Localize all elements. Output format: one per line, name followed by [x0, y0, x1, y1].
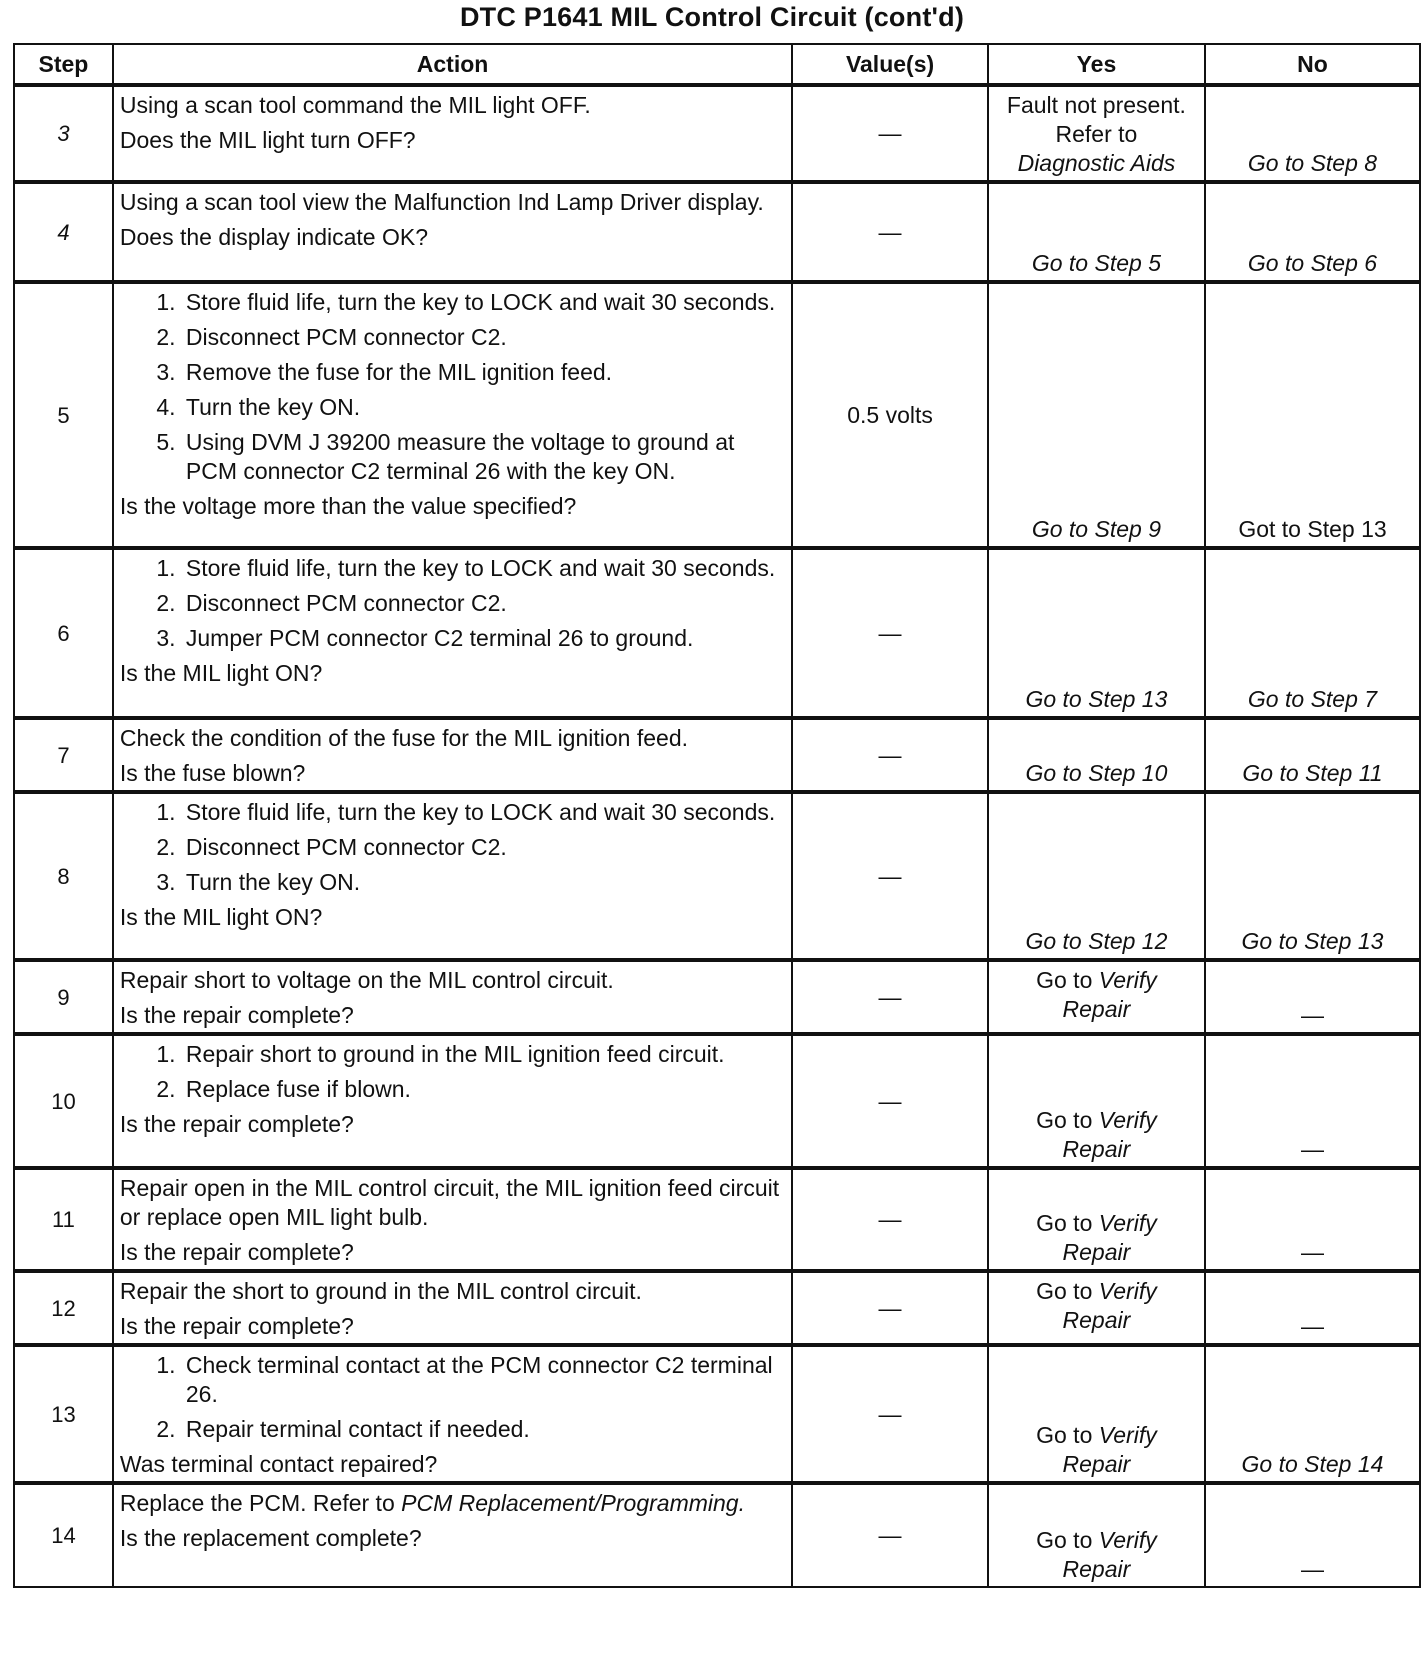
verify-text: Verify: [1098, 1107, 1157, 1133]
value-cell: —: [792, 1271, 988, 1345]
action-item: 3. Turn the key ON.: [182, 868, 785, 897]
action-question: Is the MIL light ON?: [119, 904, 323, 930]
action-line: Using a scan tool view the Malfunction Ind Lamp Driver display.: [119, 189, 764, 215]
step-number: 6: [14, 548, 113, 718]
header-row: [14, 44, 1420, 85]
step-number: 11: [14, 1168, 113, 1271]
action-cell: [113, 792, 792, 960]
diagnostic-table: [13, 43, 1421, 1588]
verify-text: Verify: [1098, 1527, 1157, 1553]
header-no: No: [1205, 44, 1420, 85]
yes-cell: Go to Step 13: [988, 548, 1205, 718]
action-cell: [113, 1483, 792, 1587]
value-cell: —: [792, 718, 988, 792]
no-cell: Go to Step 6: [1205, 182, 1420, 282]
step-number: 5: [14, 282, 113, 548]
no-cell: —: [1205, 1271, 1420, 1345]
action-line: Check the condition of the fuse for the MIL ignition feed.: [119, 725, 688, 751]
verify-text: Verify: [1098, 1210, 1157, 1236]
table-row: [14, 1345, 1420, 1483]
action-question: Is the fuse blown?: [119, 760, 306, 786]
action-item: 1. Store fluid life, turn the key to LOCK and wait 30 seconds.: [182, 798, 785, 827]
action-question: Is the repair complete?: [119, 1002, 354, 1028]
action-cell: [113, 548, 792, 718]
action-cell: [113, 960, 792, 1034]
step-number: 3: [14, 85, 113, 182]
table-row: [14, 1483, 1420, 1587]
header-yes: Yes: [988, 44, 1205, 85]
no-cell: Go to Step 14: [1205, 1345, 1420, 1483]
action-item: 3. Remove the fuse for the MIL ignition feed.: [182, 358, 785, 387]
action-line: Using a scan tool command the MIL light OFF.: [119, 92, 591, 118]
action-question: Is the MIL light ON?: [119, 660, 323, 686]
action-reference: PCM Replacement/Programming.: [401, 1490, 745, 1516]
action-item: 2. Replace fuse if blown.: [182, 1075, 785, 1104]
action-cell: [113, 182, 792, 282]
step-number: 14: [14, 1483, 113, 1587]
value-cell: —: [792, 1483, 988, 1587]
table-row: [14, 792, 1420, 960]
action-item: 1. Store fluid life, turn the key to LOCK and wait 30 seconds.: [182, 554, 785, 583]
table-row: [14, 718, 1420, 792]
no-cell: —: [1205, 1483, 1420, 1587]
action-item: 3. Jumper PCM connector C2 terminal 26 to ground.: [182, 624, 785, 653]
header-values: Value(s): [792, 44, 988, 85]
action-item: 1. Check terminal contact at the PCM connector C2 terminal 26.: [182, 1351, 785, 1409]
action-question: Is the repair complete?: [119, 1313, 354, 1339]
value-cell: —: [792, 1034, 988, 1168]
value-cell: 0.5 volts: [792, 282, 988, 548]
verify-text: Verify: [1098, 967, 1157, 993]
repair-text: Repair: [1062, 1451, 1131, 1477]
no-cell: Go to Step 11: [1205, 718, 1420, 792]
value-cell: —: [792, 960, 988, 1034]
table-row: [14, 548, 1420, 718]
header-action: Action: [113, 44, 792, 85]
yes-line: Refer to: [1055, 121, 1138, 147]
action-question: Is the repair complete?: [119, 1239, 354, 1265]
yes-cell: [988, 960, 1205, 1034]
repair-text: Repair: [1062, 996, 1131, 1022]
table-row: [14, 282, 1420, 548]
action-line: Repair open in the MIL control circuit, the MIL ignition feed circuit or replace open MIL light bulb.: [119, 1175, 780, 1230]
action-question: Was terminal contact repaired?: [119, 1451, 438, 1477]
action-item: 1. Repair short to ground in the MIL ignition feed circuit.: [182, 1040, 785, 1069]
value-cell: —: [792, 548, 988, 718]
action-question: Is the replacement complete?: [119, 1525, 422, 1551]
repair-text: Repair: [1062, 1136, 1131, 1162]
action-steps: [120, 798, 785, 897]
step-number: 13: [14, 1345, 113, 1483]
no-cell: —: [1205, 1034, 1420, 1168]
step-number: 4: [14, 182, 113, 282]
go-to-text: Go to: [1036, 967, 1093, 993]
action-cell: [113, 1034, 792, 1168]
action-steps: [120, 1040, 785, 1104]
action-cell: [113, 1345, 792, 1483]
table-row: [14, 1034, 1420, 1168]
verify-text: Verify: [1098, 1422, 1157, 1448]
yes-cell: Go to Step 5: [988, 182, 1205, 282]
yes-cell: Go to Step 9: [988, 282, 1205, 548]
step-number: 7: [14, 718, 113, 792]
action-question: Is the repair complete?: [119, 1111, 354, 1137]
value-cell: —: [792, 1168, 988, 1271]
action-question: Does the MIL light turn OFF?: [119, 127, 416, 153]
action-question: Is the voltage more than the value specified?: [119, 493, 577, 519]
action-steps: [120, 288, 785, 486]
yes-cell: [988, 85, 1205, 182]
action-item: 4. Turn the key ON.: [182, 393, 785, 422]
action-item: 2. Disconnect PCM connector C2.: [182, 323, 785, 352]
yes-line: Fault not present.: [1006, 92, 1186, 118]
action-item: 2. Disconnect PCM connector C2.: [182, 833, 785, 862]
yes-cell: Go to Step 10: [988, 718, 1205, 792]
no-cell: Got to Step 13: [1205, 282, 1420, 548]
value-cell: —: [792, 1345, 988, 1483]
action-steps: [120, 1351, 785, 1444]
action-lead: Replace the PCM. Refer to: [119, 1490, 395, 1516]
action-item: 2. Repair terminal contact if needed.: [182, 1415, 785, 1444]
step-number: 12: [14, 1271, 113, 1345]
value-cell: —: [792, 85, 988, 182]
yes-cell: Go to Step 12: [988, 792, 1205, 960]
yes-cell: [988, 1034, 1205, 1168]
yes-cell: [988, 1483, 1205, 1587]
action-line: [120, 1489, 785, 1518]
header-step: Step: [14, 44, 113, 85]
action-item: 5. Using DVM J 39200 measure the voltage to ground at PCM connector C2 terminal 26 with the key ON.: [182, 428, 785, 486]
repair-text: Repair: [1062, 1307, 1131, 1333]
action-item: 2. Disconnect PCM connector C2.: [182, 589, 785, 618]
table-row: [14, 182, 1420, 282]
go-to-text: Go to: [1036, 1210, 1093, 1236]
yes-cell: [988, 1345, 1205, 1483]
yes-reference: Diagnostic Aids: [1017, 150, 1176, 176]
action-steps: [120, 554, 785, 653]
table-row: [14, 85, 1420, 182]
no-cell: —: [1205, 1168, 1420, 1271]
action-cell: [113, 1168, 792, 1271]
action-question: Does the display indicate OK?: [119, 224, 429, 250]
step-number: 10: [14, 1034, 113, 1168]
step-number: 8: [14, 792, 113, 960]
no-cell: Go to Step 8: [1205, 85, 1420, 182]
value-cell: —: [792, 792, 988, 960]
go-to-text: Go to: [1036, 1278, 1093, 1304]
repair-text: Repair: [1062, 1239, 1131, 1265]
no-cell: Go to Step 7: [1205, 548, 1420, 718]
table-row: [14, 960, 1420, 1034]
go-to-text: Go to: [1036, 1527, 1093, 1553]
table-row: [14, 1168, 1420, 1271]
yes-cell: [988, 1271, 1205, 1345]
action-line: Repair the short to ground in the MIL control circuit.: [119, 1278, 642, 1304]
verify-text: Verify: [1098, 1278, 1157, 1304]
go-to-text: Go to: [1036, 1422, 1093, 1448]
value-cell: —: [792, 182, 988, 282]
step-number: 9: [14, 960, 113, 1034]
action-cell: [113, 85, 792, 182]
yes-cell: [988, 1168, 1205, 1271]
table-row: [14, 1271, 1420, 1345]
action-item: 1. Store fluid life, turn the key to LOCK and wait 30 seconds.: [182, 288, 785, 317]
action-line: Repair short to voltage on the MIL control circuit.: [119, 967, 614, 993]
repair-text: Repair: [1062, 1556, 1131, 1582]
no-cell: —: [1205, 960, 1420, 1034]
action-cell: [113, 718, 792, 792]
action-cell: [113, 1271, 792, 1345]
no-cell: Go to Step 13: [1205, 792, 1420, 960]
action-cell: [113, 282, 792, 548]
go-to-text: Go to: [1036, 1107, 1093, 1133]
page-title: DTC P1641 MIL Control Circuit (cont'd): [459, 2, 965, 32]
